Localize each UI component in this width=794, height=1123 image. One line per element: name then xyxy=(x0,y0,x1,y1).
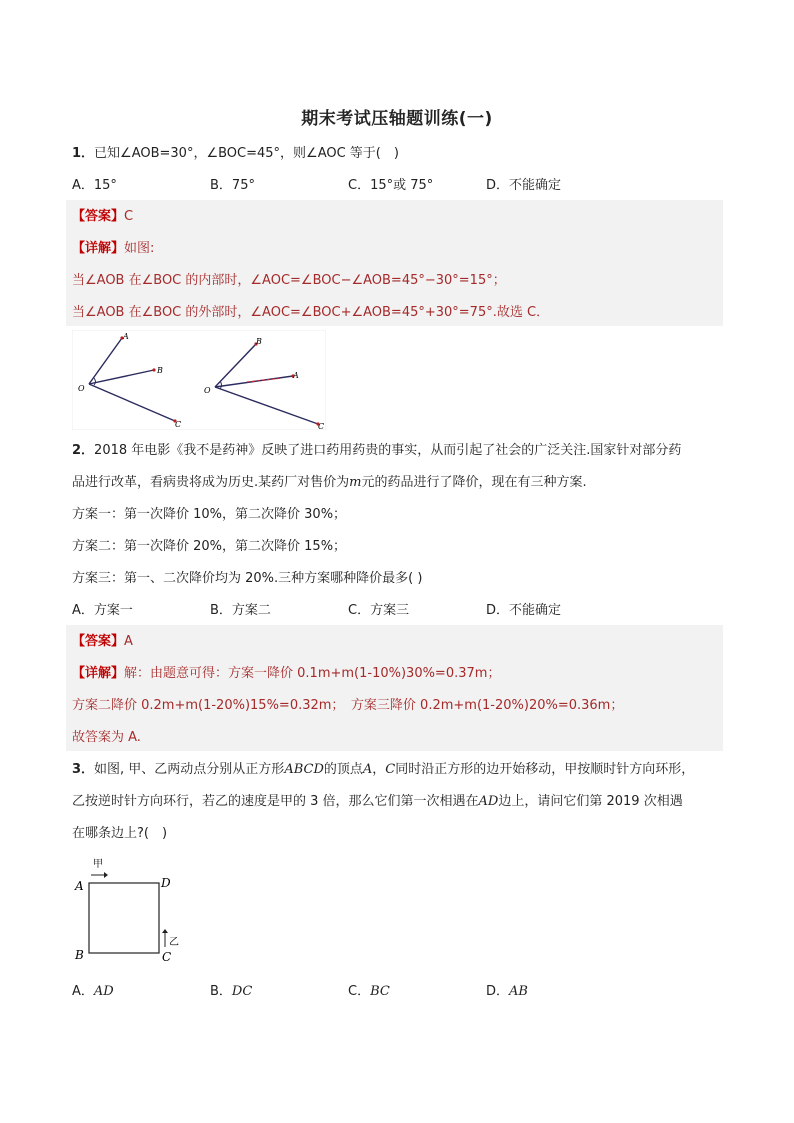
var-c: C xyxy=(385,762,396,777)
question-text: 已知∠AOB=30°，∠BOC=45°，则∠AOC 等于( ) xyxy=(94,146,399,161)
q2-detail-2: 方案二降价 0.2m+m(1-20%)15%=0.32m； 方案三降价 0.2m+m(1-20%)20%=0.36m； xyxy=(72,698,624,713)
q3-square-figure xyxy=(72,855,187,965)
question-3-line-1 xyxy=(72,761,694,779)
answer-value: C xyxy=(124,209,134,224)
answer-value: A xyxy=(124,634,133,649)
q1-option-a: A．15° xyxy=(72,178,117,193)
q1-option-d: D．不能确定 xyxy=(486,178,562,193)
question-number: 2． xyxy=(72,443,95,458)
q1-detail-2: 当∠AOB 在∠BOC 的外部时，∠AOC=∠BOC+∠AOB=45°+30°=75°.故选 C． xyxy=(72,305,550,320)
question-text: 的顶点 xyxy=(323,762,363,777)
label-yi: 乙 xyxy=(169,937,179,948)
question-2-line-2 xyxy=(72,474,587,492)
q2-option-d: D．不能确定 xyxy=(486,603,562,618)
q1-angle-figure xyxy=(72,330,326,430)
q3-option-b xyxy=(210,983,252,1001)
option-letter: B． xyxy=(210,984,232,999)
detail-text: 如图: xyxy=(124,241,155,256)
q2-answer-box xyxy=(66,625,723,751)
label-c: C xyxy=(318,422,325,430)
label-jia: 甲 xyxy=(93,859,103,870)
question-number: 3． xyxy=(72,762,95,777)
q2-option-c: C．方案三 xyxy=(348,603,410,618)
q2-detail-3: 故答案为 A. xyxy=(72,730,141,745)
option-value: AD xyxy=(93,984,114,999)
q2-option-a: A．方案一 xyxy=(72,603,133,618)
detail-label: 【详解】 xyxy=(72,666,125,681)
label-b: B xyxy=(157,366,163,375)
page-title: 期末考试压轴题训练(一) xyxy=(301,109,493,129)
label-b: B xyxy=(256,337,262,346)
question-text: 同时沿正方形的边开始移动，甲按顺时针方向环形， xyxy=(395,762,695,777)
option-letter: D． xyxy=(486,984,510,999)
var-abcd: ABCD xyxy=(284,762,324,777)
label-c: C xyxy=(162,950,172,964)
q1-detail-1: 当∠AOB 在∠BOC 的内部时，∠AOC=∠BOC−∠AOB=45°−30°=15°； xyxy=(72,273,506,288)
label-d: D xyxy=(161,876,171,890)
label-a: A xyxy=(75,879,84,893)
var-a: A xyxy=(362,762,373,777)
plan-1: 方案一：第一次降价 10%，第二次降价 30%； xyxy=(72,507,347,522)
answer-label: 【答案】 xyxy=(72,209,125,224)
q1-option-b: B．75° xyxy=(210,178,255,193)
question-text: 2018 年电影《我不是药神》反映了进口药用药贵的事实，从而引起了社会的广泛关注.国家针对部分药 xyxy=(94,443,682,458)
var-ad: AD xyxy=(478,794,499,809)
question-2-line-1 xyxy=(72,442,681,460)
q2-answer xyxy=(72,633,133,651)
question-text: 如图, 甲、乙两动点分别从正方形 xyxy=(94,762,285,777)
detail-text: 解：由题意可得：方案一降价 0.1m+m(1-10%)30%=0.37m； xyxy=(124,666,501,681)
question-1 xyxy=(72,145,399,163)
question-3-line-3: 在哪条边上?( ) xyxy=(72,826,168,841)
question-number: 1． xyxy=(72,146,95,161)
option-value: BC xyxy=(370,984,390,999)
question-text: 品进行改革，看病贵将成为历史.某药厂对售价为 xyxy=(72,475,350,490)
option-value: AB xyxy=(509,984,528,999)
answer-label: 【答案】 xyxy=(72,634,125,649)
label-b: B xyxy=(75,948,84,962)
label-o: O xyxy=(204,386,211,395)
question-text: ， xyxy=(372,762,386,777)
question-3-line-2 xyxy=(72,793,683,811)
detail-label: 【详解】 xyxy=(72,241,125,256)
q3-option-a xyxy=(72,983,114,1001)
label-a: A xyxy=(293,371,299,380)
variable-m: m xyxy=(349,475,362,490)
q2-option-b: B．方案二 xyxy=(210,603,271,618)
label-a: A xyxy=(123,332,129,341)
plan-2: 方案二：第一次降价 20%，第二次降价 15%； xyxy=(72,539,347,554)
q3-option-c xyxy=(348,983,390,1001)
label-c: C xyxy=(175,420,182,429)
plan-3: 方案三：第一、二次降价均为 20%.三种方案哪种降价最多( ) xyxy=(72,571,423,586)
option-value: DC xyxy=(231,984,253,999)
question-text: 元的药品进行了降价，现在有三种方案. xyxy=(361,475,587,490)
option-letter: C． xyxy=(348,984,371,999)
q1-answer xyxy=(72,208,133,226)
question-text: 边上，请问它们第 2019 次相遇 xyxy=(498,794,683,809)
q1-detail-intro xyxy=(72,240,154,258)
q2-detail-1 xyxy=(72,665,500,683)
q1-option-c: C．15°或 75° xyxy=(348,178,434,193)
q3-option-d xyxy=(486,983,528,1001)
question-text: 乙按逆时针方向环行，若乙的速度是甲的 3 倍，那么它们第一次相遇在 xyxy=(72,794,479,809)
option-letter: A． xyxy=(72,984,94,999)
label-o: O xyxy=(78,384,85,393)
